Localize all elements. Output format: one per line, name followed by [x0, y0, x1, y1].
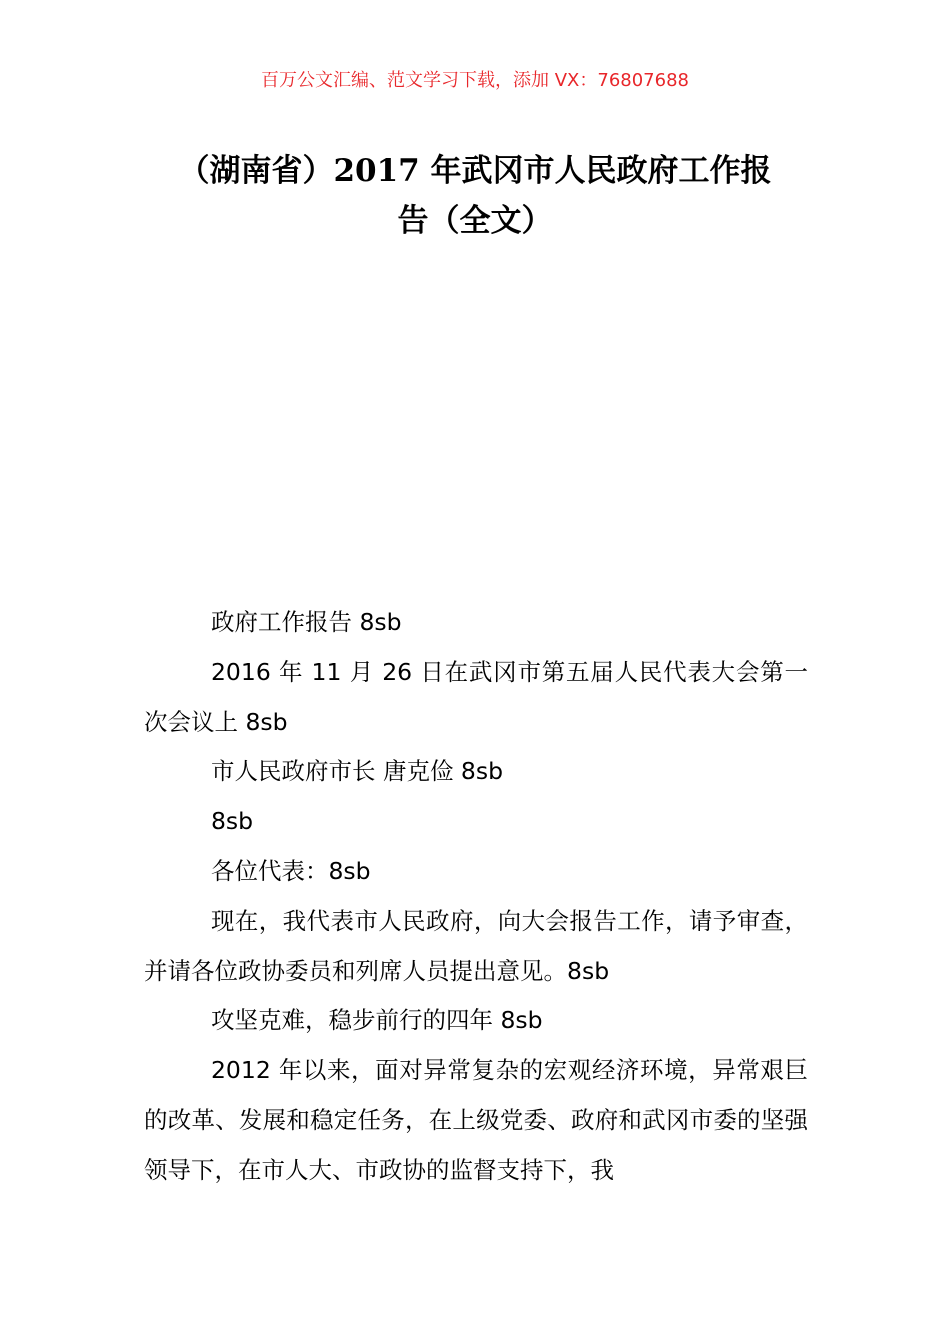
- paragraph-marker: 8sb: [210, 807, 254, 836]
- document-body: [144, 598, 808, 1196]
- paragraph-salutation: 各位代表：8sb: [210, 856, 371, 885]
- title-line-1: （湖南省）2017 年武冈市人民政府工作报: [178, 153, 772, 189]
- paragraph-review: 2012 年以来，面对异常复杂的宏观经济环境，异常艰巨的改革、发展和稳定任务，在上级党委、政府和武冈市委的坚强领导下，在市人大、市政协的监督支持下，我: [144, 1056, 808, 1184]
- paragraph-mayor: 市人民政府市长 唐克俭 8sb: [210, 757, 504, 786]
- paragraph-report-heading: 政府工作报告 8sb: [210, 608, 402, 636]
- paragraph-meeting-date: 2016 年 11 月 26 日在武冈市第五届人民代表大会第一次会议上 8sb: [144, 657, 808, 736]
- header-watermark-note: 百万公文汇编、范文学习下载，添加 VX：76807688: [261, 70, 689, 91]
- paragraph-section-heading: 攻坚克难，稳步前行的四年 8sb: [210, 1006, 543, 1035]
- paragraph-intro: 现在，我代表市人民政府，向大会报告工作，请予审查，并请各位政协委员和列席人员提出意见。8sb: [144, 906, 808, 985]
- document-title: [145, 146, 805, 246]
- title-line-2: 告（全文）: [397, 203, 553, 239]
